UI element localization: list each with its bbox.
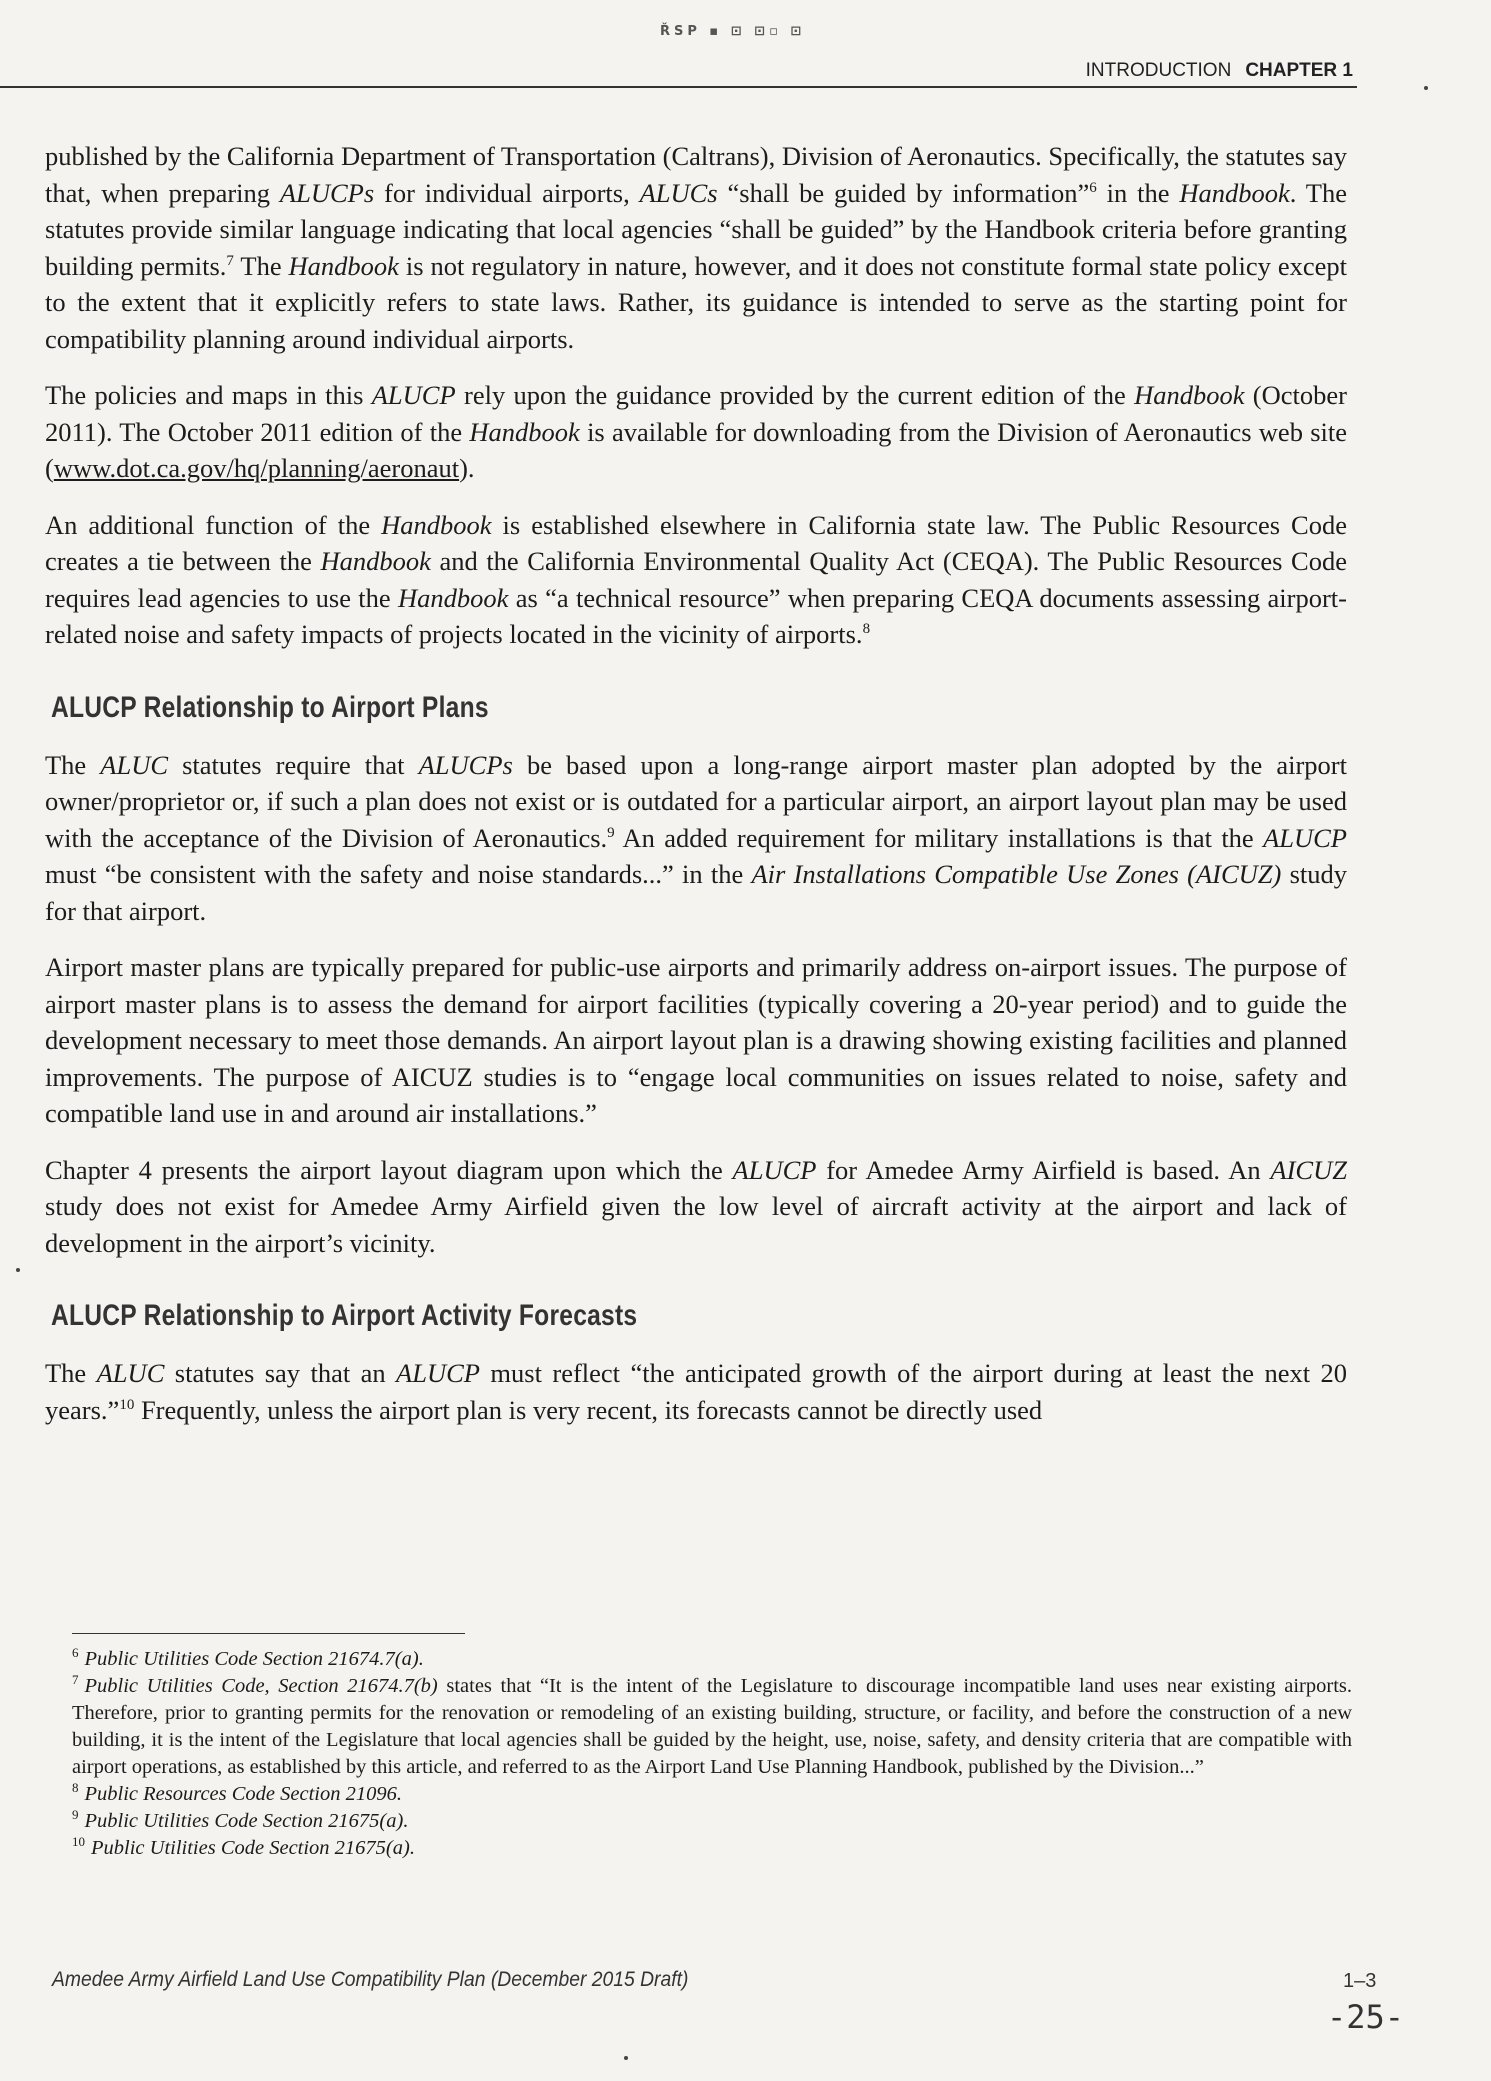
scan-speck [1424, 86, 1428, 90]
paragraph-policies-maps: The policies and maps in this ALUCP rely upon the guidance provided by the current edition of the Handbook (October 2011). The October 2011 edition of the Handbook is available for downloading from the Division of Aeronautics web site (www.dot.ca.gov/hq/planning/aeronaut). [45, 380, 1347, 483]
paragraph-chapter-4: Chapter 4 presents the airport layout diagram upon which the ALUCP for Amedee Army Airfield is based. An AICUZ study does not exist for Amedee Army Airfield given the low level of aircraft activity at the airport and lack of development in the airport’s vicinity. [45, 1154, 1347, 1258]
handwritten-page-stamp: -25- [1327, 1998, 1405, 2036]
footnote-ref-6: 6 [1089, 179, 1097, 196]
page-number: 1–3 [1343, 1970, 1377, 1992]
paragraph-forecasts: The ALUC statutes say that an ALUCP must reflect “the anticipated growth of the airport during at least the next 20 years.”$^{10}$ Frequently, unless the airport plan is very recent, its forecasts cannot be directly used [45, 1358, 1347, 1425]
scan-speck [624, 2056, 628, 2060]
footnote-10: $^{10}$ Public Utilities Code Section 21675(a). [72, 1834, 415, 1859]
header-chapter: CHAPTER 1 [1245, 60, 1353, 81]
footnote-ref-9: 9 [607, 824, 615, 841]
footnote-ref-8: 8 [862, 621, 871, 638]
running-header [1086, 60, 1353, 82]
aeronautics-web-link[interactable]: www.dot.ca.gov/hq/planning/aeronaut [53, 453, 460, 483]
header-section: INTRODUCTION [1085, 60, 1232, 81]
paragraph-handbook-guidance: published by the California Department of Transportation (Caltrans), Division of Aeronautics. Specifically, the statutes say that, when preparing ALUCPs for individual airports, ALUCs “shall be guided by information”$^6$ in the Handbook. The statutes provide similar language indicating that local agencies “shall be guided” by the Handbook criteria before granting building permits.$^7$ The Handbook is not regulatory in nature, however, and it does not constitute formal state policy except to the extent that it explicitly refers to state laws. Rather, its guidance is intended to serve as the starting point for compatibility planning around individual airports. [45, 141, 1347, 354]
scan-speck [16, 1268, 20, 1272]
header-rule [0, 86, 1357, 88]
footnote-ref-10: 10 [119, 1396, 135, 1413]
scan-artifact-mark: ŘSP ▪ ⊡ ⊡▫ ⊡ [660, 24, 806, 39]
footnote-rule [72, 1633, 465, 1634]
paragraph-master-plan-basis: The ALUC statutes require that ALUCPs be based upon a long-range airport master plan adopted by the airport owner/proprietor or, if such a plan does not exist or is outdated for a particular airport, an airport layout plan may be used with the acceptance of the Division of Aeronautics.$^9$ An added requirement for military installations is that the ALUCP must “be consistent with the safety and noise standards...” in the Air Installations Compatible Use Zones (AICUZ) study for that airport. [45, 749, 1347, 926]
footnote-ref-7: 7 [226, 252, 234, 269]
body-text [45, 138, 1347, 1448]
footnote-9: $^9$ Public Utilities Code Section 21675(a). [72, 1807, 409, 1832]
paragraph-ceqa: An additional function of the Handbook is established elsewhere in California state law. The Public Resources Code creates a tie between the Handbook and the California Environmental Quality Act (CEQA). The Public Resources Code requires lead agencies to use the Handbook as “a technical resource” when preparing CEQA documents assessing airport-related noise and safety impacts of projects located in the vicinity of airports.$^8$ [45, 509, 1347, 649]
footnote-7: $^7$ Public Utilities Code, Section 21674.7(b) states that “It is the intent of the Legislature to discourage incompatible land uses near existing airports. Therefore, prior to granting permits for the renovation or remodeling of an existing building, structure, or facility, and before the construction of a new building, it is the intent of the Legislature that local agencies shall be guided by the height, use, noise, safety, and density criteria that are compatible with airport operations, as established by this article, and referred to as the Airport Land Use Planning Handbook, published by the Division...” [72, 1672, 1352, 1778]
section-heading-activity-forecasts: ALUCP Relationship to Airport Activity Forecasts [51, 1299, 638, 1332]
footnotes [72, 1646, 1352, 1862]
footnote-6: $^6$ Public Utilities Code Section 21674.7(a). [72, 1645, 424, 1670]
section-heading-airport-plans: ALUCP Relationship to Airport Plans [51, 690, 489, 724]
footer-title: Amedee Army Airfield Land Use Compatibility Plan (December 2015 Draft) [52, 1968, 689, 1991]
footnote-8: $^8$ Public Resources Code Section 21096. [72, 1780, 402, 1805]
paragraph-master-plans-purpose: Airport master plans are typically prepared for public-use airports and primarily address on-airport issues. The purpose of airport master plans is to assess the demand for airport facilities (typically covering a 20-year period) and to guide the development necessary to meet those demands. An airport layout plan is a drawing showing existing facilities and planned improvements. The purpose of AICUZ studies is to “engage local communities on issues related to noise, safety and compatible land use in and around air installations.” [45, 952, 1347, 1128]
